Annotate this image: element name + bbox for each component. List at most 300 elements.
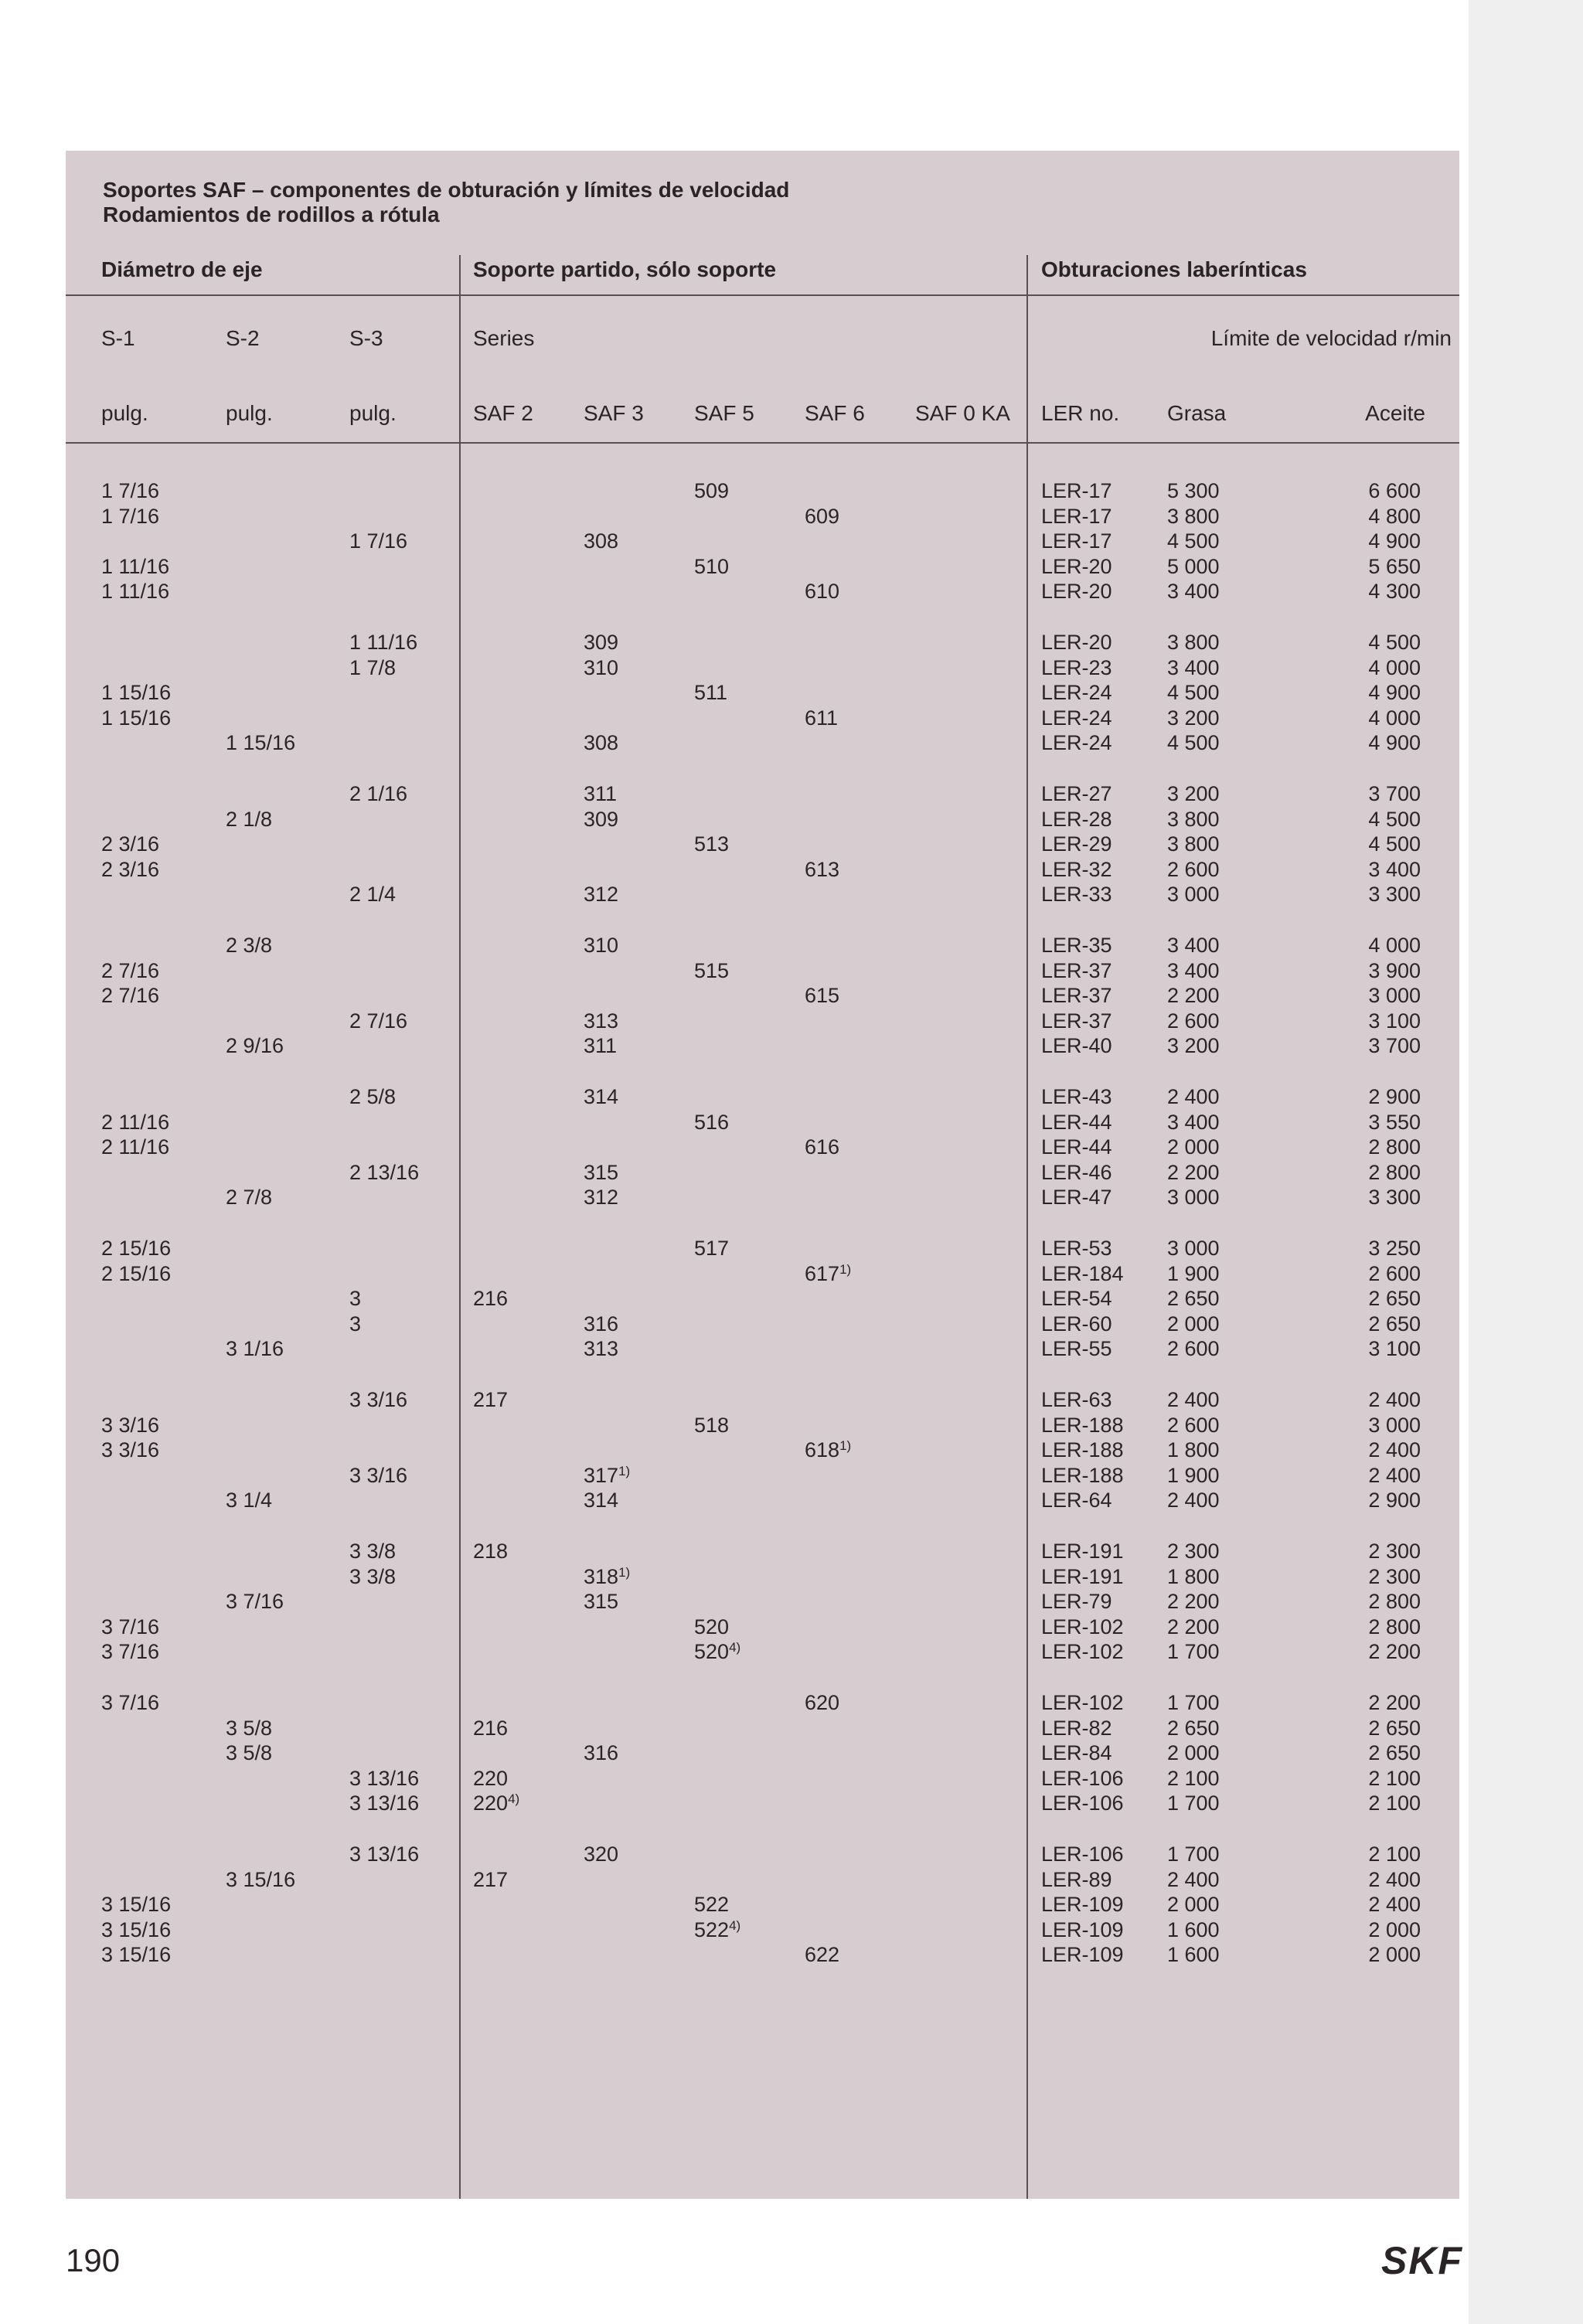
cell-aceite [1368,1615,1421,1640]
cell-value: 309 [584,631,619,654]
cell-aceite [1368,529,1421,554]
column-saf0ka: SAF 0 KA [915,401,1010,425]
cell-value: 2 400 [1167,1867,1220,1891]
cell-grasa [1167,730,1220,756]
cell-value: 3 800 [1167,504,1220,528]
cell-value: LER-44 [1041,1135,1112,1159]
cell-grasa [1167,1084,1220,1110]
cell-value: LER-47 [1041,1186,1112,1210]
cell-value: 4 500 [1368,631,1421,654]
cell-s1 [101,1690,159,1716]
cell-aceite [1368,1716,1421,1741]
cell-value: 3 200 [1167,706,1220,730]
cell-value: 3 3/8 [349,1564,397,1588]
cell-ler [1041,1413,1124,1438]
cell-aceite [1368,958,1421,984]
cell-value: LER-184 [1041,1261,1124,1285]
cell-value: 5 000 [1167,554,1220,578]
cell-aceite [1368,1463,1421,1489]
cell-ler [1041,730,1112,756]
cell-value: 1 15/16 [101,681,172,705]
cell-value: 3 800 [1167,807,1220,831]
cell-grasa [1167,1312,1220,1337]
cell-value: 1 600 [1167,1917,1220,1941]
column-aceite: Aceite [1365,401,1425,425]
cell-value: 3 900 [1368,958,1421,982]
cell-value: 2 650 [1167,1716,1220,1740]
cell-grasa [1167,1639,1220,1665]
cell-ler [1041,1892,1124,1917]
cell-grasa [1167,1917,1220,1943]
cell-value: LER-64 [1041,1489,1112,1512]
cell-ler [1041,1740,1112,1766]
cell-value: LER-37 [1041,958,1112,982]
cell-value: 4 500 [1167,529,1220,553]
column-saf3: SAF 3 [584,401,644,425]
cell-value: 2 800 [1368,1135,1421,1159]
cell-value: 2 900 [1368,1085,1421,1108]
cell-s2 [226,1033,284,1059]
cell-saf5 [694,1892,729,1917]
cell-grasa [1167,1185,1220,1210]
table-subtitle: Rodamientos de rodillos a rótula [103,202,440,226]
cell-value: 3 7/16 [226,1590,284,1614]
cell-value: 3 000 [1167,883,1220,907]
cell-s1 [101,1615,159,1640]
data-table [66,151,1459,2199]
cell-aceite [1368,832,1421,857]
cell-aceite [1368,1286,1421,1312]
cell-s2 [226,1740,272,1766]
cell-s2 [226,807,272,832]
cell-grasa [1167,1033,1220,1059]
cell-value: LER-55 [1041,1337,1112,1361]
cell-value: 1 900 [1167,1463,1220,1487]
cell-value: 3 3/8 [349,1540,397,1563]
cell-value: LER-102 [1041,1640,1124,1664]
cell-value: 4 000 [1368,706,1421,730]
cell-value: LER-35 [1041,934,1112,957]
cell-ler [1041,1564,1124,1590]
cell-grasa [1167,1336,1220,1362]
cell-value: 4 900 [1368,529,1421,553]
cell-value: LER-188 [1041,1413,1124,1437]
cell-value: 510 [694,554,730,578]
cell-value: 1 700 [1167,1691,1220,1714]
cell-value: 2 000 [1167,1893,1220,1917]
cell-value: 609 [805,504,840,528]
cell-aceite [1368,1185,1421,1210]
cell-saf5 [694,1615,729,1640]
cell-saf5 [694,1236,729,1261]
cell-ler [1041,1438,1124,1463]
skf-logo: SKF [1381,2239,1463,2282]
cell-saf3 [584,630,618,655]
cell-s1 [101,857,159,883]
page-number: 190 [66,2242,121,2278]
cell-saf6 [805,1690,839,1716]
cell-value: 318 [584,1564,619,1588]
cell-value: 3 7/16 [101,1691,160,1714]
cell-s2 [226,1716,272,1741]
footnote-marker: 4) [508,1791,520,1807]
cell-value: LER-27 [1041,782,1112,805]
cell-value: 4 000 [1368,655,1421,679]
cell-s3 [349,1791,419,1816]
cell-value: 5 300 [1167,479,1220,502]
cell-s1 [101,554,169,580]
cell-value: LER-28 [1041,807,1112,831]
cell-saf3 [584,1185,618,1210]
cell-value: 310 [584,655,619,679]
cell-ler [1041,1589,1112,1615]
cell-ler [1041,706,1112,731]
cell-value: 2 15/16 [101,1261,172,1285]
cell-grasa [1167,706,1220,731]
cell-aceite [1368,1842,1421,1867]
cell-value: 2 650 [1368,1287,1421,1311]
cell-saf5 [694,1413,729,1438]
cell-saf6 [805,504,839,529]
cell-value: 320 [584,1843,619,1866]
column-saf5: SAF 5 [694,401,754,425]
cell-s2 [226,1867,295,1893]
cell-ler [1041,882,1112,907]
cell-saf5 [694,832,729,857]
cell-saf3 [584,655,618,681]
cell-s1 [101,1639,159,1665]
cell-aceite [1368,1110,1421,1135]
cell-value: 4 000 [1368,934,1421,957]
divider-shaft [459,255,461,2199]
cell-value: 3 100 [1368,1009,1421,1033]
cell-value: 1 11/16 [101,554,170,578]
cell-value: 2 100 [1368,1791,1421,1815]
cell-value: 520 [694,1615,730,1638]
cell-value: 2 800 [1368,1615,1421,1638]
cell-value: LER-106 [1041,1766,1124,1790]
cell-saf3 [584,730,618,756]
cell-value: 2 600 [1167,1009,1220,1033]
cell-value: 1 700 [1167,1843,1220,1866]
cell-ler [1041,655,1112,681]
cell-value: 1 11/16 [349,631,418,654]
cell-s3 [349,630,417,655]
cell-ler [1041,832,1112,857]
cell-value: 317 [584,1463,619,1487]
cell-value: 1 700 [1167,1640,1220,1664]
cell-saf2 [473,1286,508,1312]
cell-s3 [349,1766,419,1791]
cell-saf3 [584,1842,618,1867]
cell-s3 [349,1312,361,1337]
cell-grasa [1167,504,1220,529]
cell-value: 1 15/16 [226,731,296,755]
cell-value: 3 300 [1368,1186,1421,1210]
cell-ler [1041,1110,1112,1135]
cell-ler [1041,680,1112,706]
cell-value: 2 7/16 [101,984,160,1008]
cell-s3 [349,1539,396,1564]
cell-value: 3 3/16 [101,1413,160,1437]
cell-ler [1041,1842,1124,1867]
cell-value: LER-24 [1041,706,1112,730]
cell-value: 4 500 [1368,807,1421,831]
cell-ler [1041,1387,1112,1413]
cell-aceite [1368,1312,1421,1337]
cell-s3 [349,1842,419,1867]
cell-saf5 [694,1917,740,1943]
cell-value: 2 3/8 [226,934,273,957]
cell-value: 616 [805,1135,840,1159]
cell-s1 [101,1942,171,1968]
cell-aceite [1368,554,1421,580]
cell-value: 2 400 [1167,1388,1220,1411]
cell-s1 [101,832,159,857]
cell-value: 513 [694,832,730,856]
cell-ler [1041,1917,1124,1943]
cell-value: 2 1/8 [226,807,273,831]
cell-value: 312 [584,1186,619,1210]
cell-grasa [1167,1892,1220,1917]
cell-value: 3 400 [1167,655,1220,679]
cell-aceite [1368,933,1421,958]
cell-value: 216 [473,1716,509,1740]
cell-aceite [1368,857,1421,883]
cell-value: 3 [349,1312,362,1336]
cell-grasa [1167,1261,1220,1287]
cell-value: 2 400 [1368,1463,1421,1487]
cell-value: 2 1/4 [349,883,397,907]
column-grasa: Grasa [1167,401,1227,425]
cell-value: 2 300 [1368,1564,1421,1588]
cell-value: LER-43 [1041,1085,1112,1108]
cell-value: 518 [694,1413,730,1437]
cell-value: 517 [694,1237,730,1260]
group-header-shaft: Diámetro de eje [101,257,263,281]
cell-value: LER-54 [1041,1287,1112,1311]
cell-value: LER-53 [1041,1237,1112,1260]
cell-saf3 [584,1589,618,1615]
subheader-s1: S-1 [101,326,135,350]
cell-value: 2 400 [1167,1085,1220,1108]
cell-value: 2 200 [1167,1615,1220,1638]
cell-value: 2 600 [1167,857,1220,881]
cell-ler [1041,478,1112,504]
cell-saf6 [805,1135,839,1160]
cell-aceite [1368,1766,1421,1791]
cell-value: LER-37 [1041,984,1112,1008]
cell-value: 313 [584,1337,619,1361]
cell-value: 3 3/16 [349,1388,408,1411]
subheader-s3: S-3 [349,326,383,350]
footnote-marker: 4) [729,1640,741,1655]
cell-value: 2 300 [1167,1540,1220,1563]
cell-value: 2 13/16 [349,1160,420,1184]
cell-aceite [1368,1539,1421,1564]
cell-value: LER-46 [1041,1160,1112,1184]
cell-ler [1041,1539,1124,1564]
cell-s1 [101,504,159,529]
cell-value: 2 3/16 [101,832,160,856]
cell-value: 3 13/16 [349,1791,420,1815]
cell-grasa [1167,655,1220,681]
cell-value: LER-20 [1041,631,1112,654]
cell-value: 316 [584,1312,619,1336]
footnote-marker: 1) [839,1261,852,1277]
cell-value: LER-20 [1041,554,1112,578]
cell-ler [1041,630,1112,655]
footnote-marker: 4) [729,1917,741,1933]
cell-aceite [1368,1336,1421,1362]
cell-grasa [1167,1009,1220,1034]
column-saf6: SAF 6 [805,401,865,425]
cell-value: 313 [584,1009,619,1033]
cell-aceite [1368,1589,1421,1615]
cell-value: 2 000 [1167,1312,1220,1336]
footnote-marker: 1) [839,1438,852,1454]
cell-value: 2 200 [1368,1691,1421,1714]
cell-aceite [1368,1438,1421,1463]
cell-saf6 [805,983,839,1009]
cell-saf3 [584,529,618,554]
cell-value: 315 [584,1160,619,1184]
cell-value: 3 400 [1167,958,1220,982]
cell-value: 3 700 [1368,1034,1421,1058]
cell-ler [1041,1488,1112,1513]
cell-saf6 [805,857,839,883]
cell-value: 312 [584,883,619,907]
cell-saf3 [584,1084,618,1110]
cell-s3 [349,529,407,554]
cell-grasa [1167,1387,1220,1413]
cell-s1 [101,579,169,604]
cell-grasa [1167,1413,1220,1438]
cell-value: 620 [805,1691,840,1714]
cell-value: 1 700 [1167,1791,1220,1815]
cell-grasa [1167,983,1220,1009]
cell-grasa [1167,1716,1220,1741]
cell-aceite [1368,1740,1421,1766]
cell-value: 3 15/16 [101,1893,172,1917]
cell-saf3 [584,781,617,807]
cell-aceite [1368,1791,1421,1816]
cell-value: 3 200 [1167,782,1220,805]
cell-saf2 [473,1716,508,1741]
cell-value: 3 800 [1167,631,1220,654]
cell-grasa [1167,680,1220,706]
page-edge-shadow [1469,0,1583,2324]
cell-saf2 [473,1387,508,1413]
cell-saf3 [584,1463,630,1489]
cell-value: LER-191 [1041,1540,1124,1563]
cell-s1 [101,1917,171,1943]
cell-value: 613 [805,857,840,881]
cell-value: 311 [584,782,618,805]
cell-ler [1041,1312,1112,1337]
cell-value: 3 000 [1167,1237,1220,1260]
cell-value: 3 15/16 [101,1943,172,1967]
cell-value: 2 15/16 [101,1237,172,1260]
cell-value: 2 7/16 [101,958,160,982]
cell-s3 [349,1387,407,1413]
cell-value: LER-106 [1041,1843,1124,1866]
cell-grasa [1167,630,1220,655]
cell-value: 2 400 [1368,1893,1421,1917]
cell-value: 3 5/8 [226,1741,273,1765]
cell-value: 516 [694,1110,730,1134]
cell-grasa [1167,933,1220,958]
cell-grasa [1167,958,1220,984]
cell-ler [1041,1160,1112,1186]
cell-value: 2 5/8 [349,1085,397,1108]
cell-value: 216 [473,1287,509,1311]
cell-value: 3 13/16 [349,1766,420,1790]
cell-saf3 [584,1160,618,1186]
cell-value: 617 [805,1261,840,1285]
cell-aceite [1368,882,1421,907]
cell-aceite [1368,1160,1421,1186]
cell-ler [1041,1690,1124,1716]
cell-grasa [1167,1791,1220,1816]
cell-aceite [1368,1564,1421,1590]
cell-saf2 [473,1539,508,1564]
cell-ler [1041,1766,1124,1791]
table-title: Soportes SAF – componentes de obturación y límites de velocidad [103,178,790,202]
cell-value: LER-20 [1041,580,1112,604]
cell-value: 220 [473,1791,509,1815]
cell-value: 2 100 [1368,1766,1421,1790]
cell-grasa [1167,1564,1220,1590]
cell-s1 [101,1135,169,1160]
cell-s1 [101,680,171,706]
cell-value: 2 100 [1368,1843,1421,1866]
cell-value: 2 000 [1368,1943,1421,1967]
cell-value: 6 600 [1368,479,1421,502]
cell-value: 4 300 [1368,580,1421,604]
cell-grasa [1167,882,1220,907]
cell-s1 [101,1261,171,1287]
cell-value: 2 7/8 [226,1186,273,1210]
cell-aceite [1368,630,1421,655]
cell-ler [1041,504,1112,529]
cell-value: 1 800 [1167,1438,1220,1462]
cell-value: LER-79 [1041,1590,1112,1614]
cell-value: 3 400 [1167,1110,1220,1134]
cell-value: 520 [694,1640,730,1664]
cell-saf2 [473,1791,519,1816]
cell-saf5 [694,478,729,504]
cell-aceite [1368,1135,1421,1160]
cell-value: 2 3/16 [101,857,160,881]
cell-aceite [1368,655,1421,681]
cell-s3 [349,781,407,807]
cell-grasa [1167,1110,1220,1135]
cell-value: 1 7/16 [101,479,160,502]
cell-value: 2 11/16 [101,1135,170,1159]
cell-value: 3 400 [1167,580,1220,604]
cell-value: 2 000 [1368,1917,1421,1941]
cell-value: 3 3/16 [349,1463,408,1487]
cell-value: 3 13/16 [349,1843,420,1866]
cell-ler [1041,781,1112,807]
cell-value: 2 400 [1167,1489,1220,1512]
cell-saf3 [584,1740,618,1766]
cell-value: 2 9/16 [226,1034,284,1058]
cell-s3 [349,1286,361,1312]
cell-value: LER-60 [1041,1312,1112,1336]
cell-value: LER-23 [1041,655,1112,679]
